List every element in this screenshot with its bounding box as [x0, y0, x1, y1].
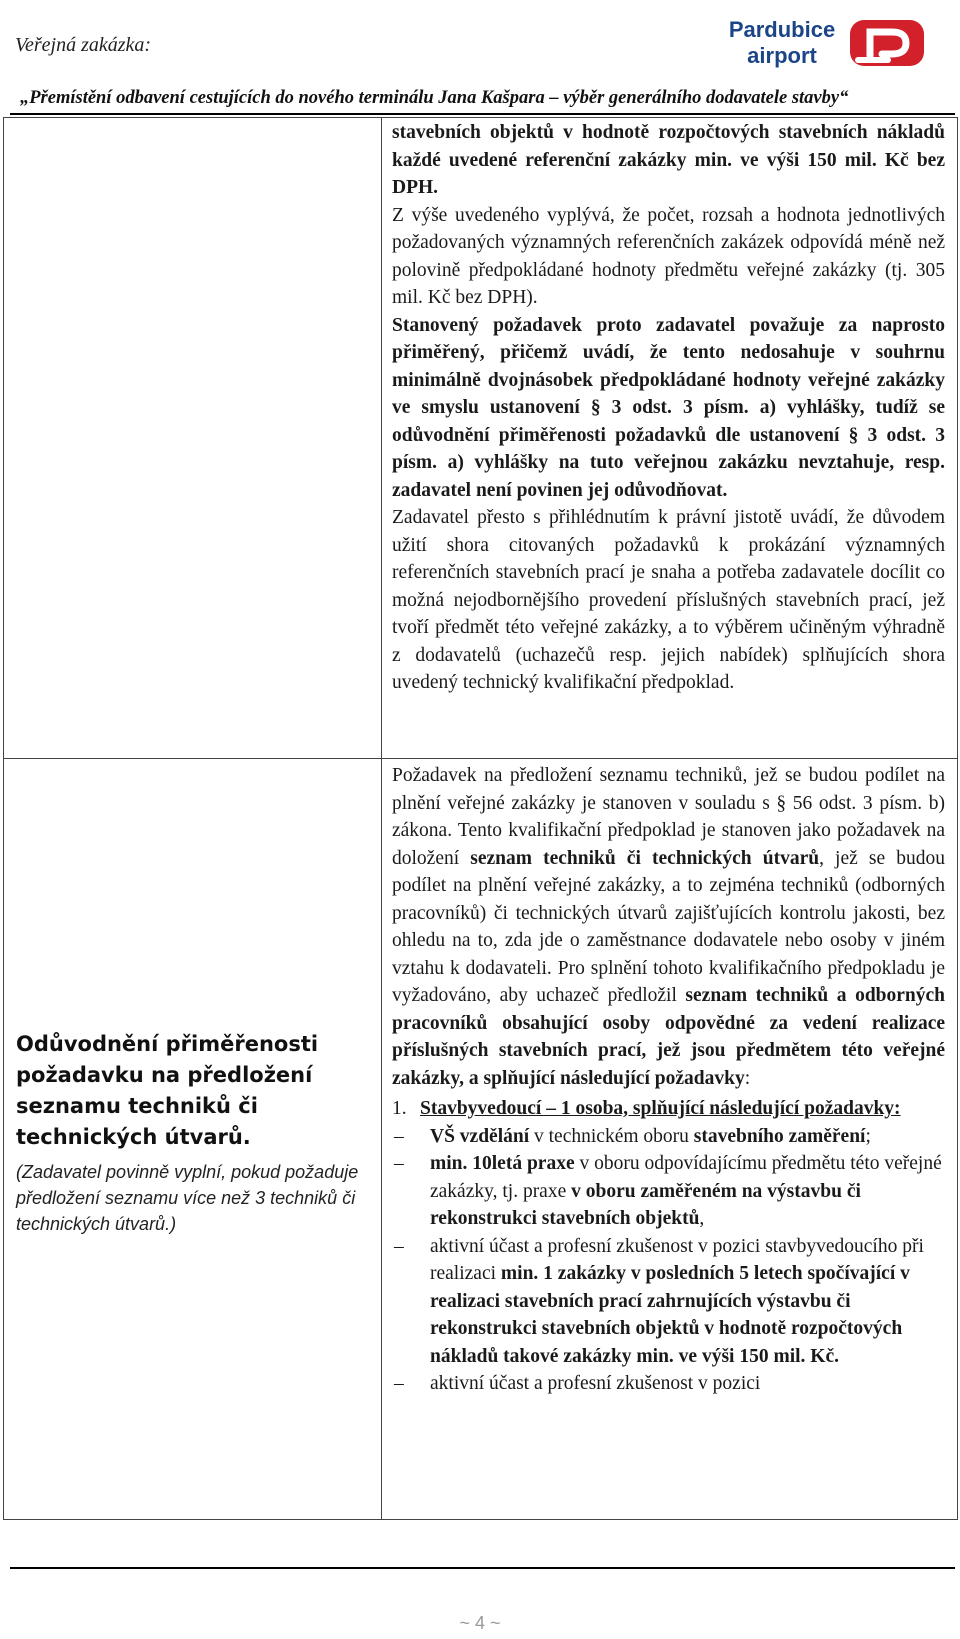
header-label: Veřejná zakázka: — [15, 34, 152, 56]
contract-title: „Přemístění odbavení cestujících do nového terminálu Jana Kašpara – výběr generálního dodavatele stavby“ — [20, 88, 849, 108]
dash-bullet: – — [394, 1235, 404, 1257]
section-note: (Zadavatel povinně vyplní, pokud požaduje předložení seznamu více než 3 techniků či technických útvarů.) — [16, 1162, 359, 1234]
right-cell-references — [382, 118, 958, 759]
text-span-bold: v oboru zaměřeném na výstavbu či rekonstrukci stavebních objektů — [430, 1180, 861, 1229]
justification-table — [3, 117, 958, 1520]
list-number: 1. — [392, 1098, 407, 1119]
adequacy-paragraph: Stanovený požadavek proto zadavatel považuje za naprosto přiměřený, přičemž uvádí, že tento nedosahuje v souhrnu minimálně dvojnásobek předpokládané hodnoty veřejné zakázky ve smyslu ustanovení § 3 odst. 3 písm. a) vyhlášky, tudíž se odůvodnění přiměřenosti požadavků dle ustanovení § 3 odst. 3 písm. a) vyhlášky na tuto veřejnou zakázku nevztahuje, resp. zadavatel není povinen jej odůvodňovat. — [392, 314, 945, 501]
list-item — [392, 1095, 945, 1123]
list-item — [392, 1370, 945, 1399]
text-span: ; — [865, 1125, 871, 1147]
text-span-bold: stavebního zaměření — [693, 1125, 866, 1147]
text-span-bold: min. 10letá praxe — [430, 1153, 575, 1174]
footer-divider — [10, 1567, 955, 1569]
reference-value-paragraph: stavebních objektů v hodnotě rozpočtových stavebních nákladů každé uvedené referenční zakázky min. ve výši 150 mil. Kč bez DPH. — [392, 122, 945, 198]
page-number: ~ 4 ~ — [459, 1613, 501, 1633]
text-span: v oboru odpovídajícímu předmětu této veřejné zakázky, tj. praxe — [430, 1153, 942, 1202]
dash-bullet: – — [394, 1373, 404, 1394]
text-span: , jež se budou podílet na plnění veřejné zakázky, a to zejména techniků (odborných pracovníků) či technických útvarů zajišťujících kontrolu jakosti, bez ohledu na to, zda jde o zaměstnance dodavatele nebo osoby v jiném vztahu k dodavateli. Pro splnění tohoto kvalifikačního předpokladu je vyžadováno, aby uchazeč předložil — [392, 847, 945, 1006]
airport-mark-icon — [848, 16, 928, 72]
pardubice-airport-logo — [722, 14, 934, 74]
legal-certainty-paragraph: Zadavatel přesto s přihlédnutím k právní jistotě uvádí, že důvodem užití shora citovaných požadavků k prokázání významných referenčních stavebních prací je snaha a potřeba zadavatele docílit co možná nejodbornějšího provedení příslušných stavebních prací, jež tvoří předmět této veřejné zakázky, a to výběrem učiněným výhradně z dodavatelů (uchazečů resp. jejich nabídek) splňujících shora uvedený technický kvalifikační předpoklad. — [392, 507, 945, 693]
table-row — [4, 759, 958, 1520]
table-row — [4, 118, 958, 759]
header-divider — [10, 113, 955, 115]
left-cell-empty — [4, 118, 382, 759]
dash-bullet: – — [394, 1125, 404, 1147]
text-span-bold: VŠ vzdělání — [430, 1125, 530, 1147]
bullet-text: aktivní účast a profesní zkušenost v pozici — [430, 1373, 761, 1394]
list-item-heading: Stavbyvedoucí – 1 osoba, splňující následující požadavky: — [420, 1098, 901, 1119]
bullet-text — [430, 1150, 945, 1233]
text-span: aktivní účast a profesní zkušenost v pozici stavbyvedoucího při realizaci — [430, 1235, 924, 1284]
proportion-paragraph: Z výše uvedeného vyplývá, že počet, rozsah a hodnota jednotlivých požadovaných významných referenčních zakázek odpovídá méně než polovině předpokládané hodnoty předmětu veřejné zakázky (tj. 305 mil. Kč bez DPH). — [392, 204, 945, 308]
text-span: v technickém oboru — [529, 1125, 694, 1147]
section-heading: Odůvodnění přiměřenosti požadavku na předložení seznamu techniků či technických útvarů. — [16, 1032, 319, 1149]
text-span: Požadavek na předložení seznamu techniků, jež se budou podílet na plnění veřejné zakázky je stanoven v souladu s § 56 odst. 3 písm. b) zákona. Tento kvalifikační předpoklad je stanoven jako požadavek na doložení — [392, 765, 945, 869]
right-cell-technicians — [382, 759, 958, 1520]
logo-text-line2: airport — [747, 43, 817, 68]
bullet-text — [430, 1123, 945, 1151]
left-cell-heading — [4, 759, 382, 1520]
text-span: , — [699, 1208, 705, 1229]
logo-text-line1: Pardubice — [728, 17, 836, 42]
text-span-bold: min. 1 zakázky v posledních 5 letech spočívající v realizaci stavebních prací zahrnujících výstavbu či rekonstrukci stavebních objektů v hodnotě rozpočtových nákladů takové zakázky min. ve výši 150 mil. Kč. — [430, 1263, 910, 1367]
list-item — [392, 1233, 945, 1371]
text-span-bold: seznam techniků a odborných pracovníků obsahující osoby odpovědné za vedení realizace příslušných stavebních prací, jež jsou předmětem této veřejné zakázky, a splňující následující požadavky — [392, 985, 946, 1089]
list-item — [392, 1123, 945, 1151]
dash-bullet: – — [394, 1153, 404, 1174]
text-span: : — [744, 1067, 751, 1089]
bullet-text — [430, 1233, 945, 1371]
text-span-bold: seznam techniků či technických útvarů — [470, 847, 820, 869]
technicians-paragraph — [392, 762, 945, 1092]
list-item — [392, 1150, 945, 1233]
